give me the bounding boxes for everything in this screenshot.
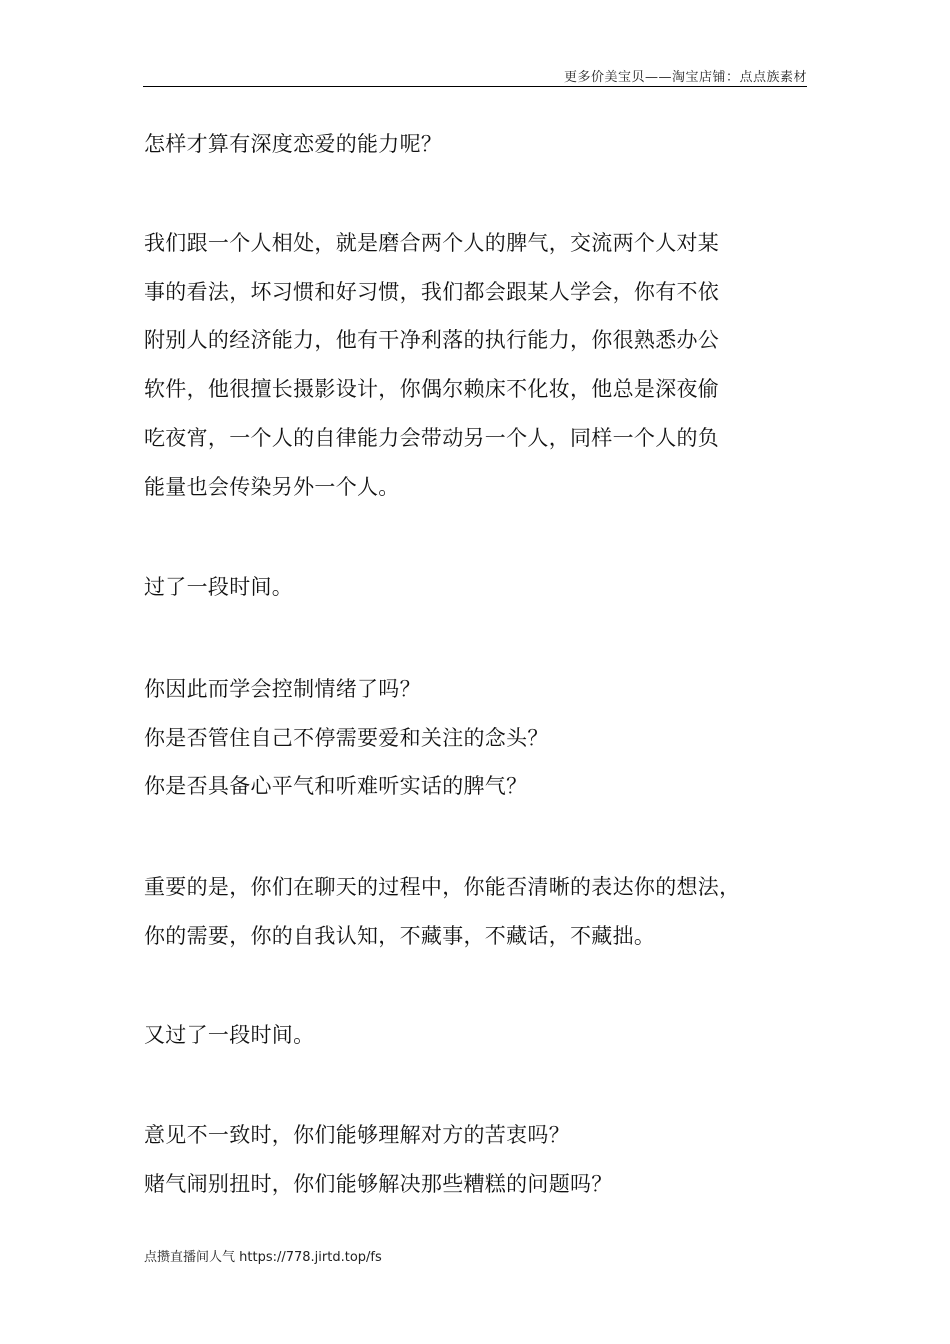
- paragraph-line: 又过了一段时间。: [144, 1023, 315, 1047]
- paragraph-line: 软件，他很擅长摄影设计，你偶尔赖床不化妆，他总是深夜偷: [144, 377, 720, 401]
- header-divider: [143, 86, 807, 87]
- paragraph-line: 吃夜宵，一个人的自律能力会带动另一个人，同样一个人的负: [144, 426, 720, 450]
- paragraph-line: 事的看法，坏习惯和好习惯，我们都会跟某人学会，你有不依: [144, 280, 720, 304]
- paragraph-line: 你因此而学会控制情绪了吗？: [144, 677, 421, 701]
- paragraph-line: 你是否具备心平气和听难听实话的脾气？: [144, 774, 528, 798]
- paragraph-line: 怎样才算有深度恋爱的能力呢？: [144, 132, 443, 156]
- paragraph-line: 附别人的经济能力，他有干净利落的执行能力，你很熟悉办公: [144, 328, 720, 352]
- paragraph-line: 能量也会传染另外一个人。: [144, 475, 400, 499]
- paragraph-line: 你是否管住自己不停需要爱和关注的念头？: [144, 726, 549, 750]
- page-footer: 点攒直播间人气 https://778.jirtd.top/fs: [144, 1250, 382, 1265]
- paragraph-line: 过了一段时间。: [144, 575, 294, 599]
- paragraph-line: 我们跟一个人相处，就是磨合两个人的脾气，交流两个人对某: [144, 231, 720, 255]
- paragraph-line: 重要的是，你们在聊天的过程中，你能否清晰的表达你的想法，: [144, 875, 741, 899]
- paragraph-line: 意见不一致时，你们能够理解对方的苦衷吗？: [144, 1123, 570, 1147]
- paragraph-line: 赌气闹别扭时，你们能够解决那些糟糕的问题吗？: [144, 1172, 613, 1196]
- paragraph-line: 你的需要，你的自我认知，不藏事，不藏话，不藏拙。: [144, 924, 656, 948]
- header-text: 更多价美宝贝——淘宝店铺：点点族素材: [563, 70, 807, 85]
